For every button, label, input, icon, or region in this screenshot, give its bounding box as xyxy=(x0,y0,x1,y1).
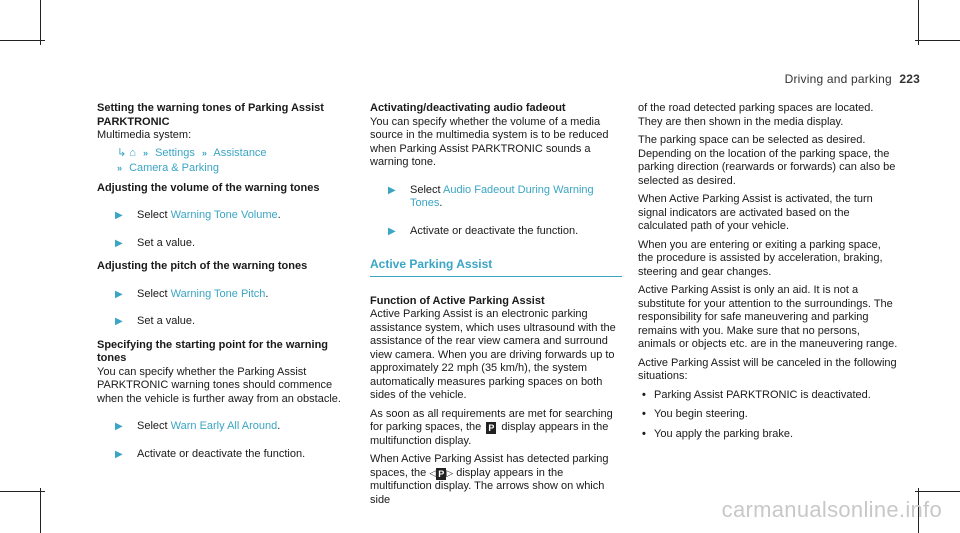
bullet-icon: • xyxy=(642,427,646,440)
bullet-icon: • xyxy=(642,408,646,420)
paragraph: As soon as all requirements are met for searching for parking spaces, the P display appears in the multifunction display. xyxy=(370,407,613,447)
column-2 xyxy=(370,102,622,512)
paragraph: of the road detected parking spaces are located. They are then shown in the media display. xyxy=(638,102,874,128)
page-header xyxy=(785,72,920,86)
paragraph: You can specify whether the volume of a media source in the multimedia system is to be reduced when Parking Assist PARKTRONIC sounds a warning tone. xyxy=(370,115,609,168)
step-arrow-icon: ▶ xyxy=(115,316,123,327)
crop-mark xyxy=(0,40,45,41)
menu-settings[interactable]: Settings xyxy=(155,146,195,159)
list-item: • Parking Assist PARKTRONIC is deactivated. xyxy=(642,388,871,401)
step: ▶ Select Audio Fadeout During Warning Tones. xyxy=(388,183,594,209)
paragraph: Active Parking Assist will be canceled in the following situations: xyxy=(638,356,897,382)
menu-warn-early[interactable]: Warn Early All Around xyxy=(170,420,278,432)
paragraph: When Active Parking Assist has detected parking spaces, the ◁ P ▷ display appears in the multifunction display. The arrows show on which side xyxy=(370,453,609,506)
parking-icon: P xyxy=(488,423,495,433)
paragraph: Active Parking Assist is only an aid. It is not a substitute for your attention to the surroundings. The responsibility for safe maneuvering and parking remains with you. Make sure that no persons, animals or objects etc. are in the maneuvering range. xyxy=(638,284,898,350)
menu-audio-fadeout[interactable]: Audio Fadeout During Warning Tones xyxy=(410,183,594,209)
step: ▶ Select Warning Tone Volume. xyxy=(115,209,281,221)
menu-warning-tone-volume[interactable]: Warning Tone Volume xyxy=(170,209,278,221)
menu-warning-tone-pitch[interactable]: Warning Tone Pitch xyxy=(170,287,266,300)
heading-audio-fadeout: Activating/deactivating audio fadeout xyxy=(370,102,566,114)
crop-mark xyxy=(40,0,41,45)
menu-path xyxy=(97,146,347,176)
step: ▶ Select Warning Tone Pitch. xyxy=(115,287,269,300)
heading-pitch: Adjusting the pitch of the warning tones xyxy=(97,260,308,272)
home-icon[interactable]: ⌂ xyxy=(129,146,136,159)
list-item: • You apply the parking brake. xyxy=(642,427,794,440)
parking-arrows-icon: ◁ xyxy=(429,467,437,478)
paragraph: Active Parking Assist is an electronic parking assistance system, which uses ultrasound with the assistance of the rear view camera and surround view camera. When you are driving forwards up to approximately 22 mph (35 km/h), the system automatically measures parking spaces on both sides of the vehicle. xyxy=(370,308,616,401)
parking-arrows-icon: ▷ xyxy=(446,467,454,478)
chevron-icon: » xyxy=(143,147,149,158)
heading-starting-point: Specifying the starting point for the warning tones xyxy=(97,338,329,364)
crop-mark xyxy=(918,0,919,45)
crop-mark xyxy=(915,40,960,41)
bullet-icon: • xyxy=(642,388,646,401)
heading-volume: Adjusting the volume of the warning tones xyxy=(97,181,320,194)
heading-function: Function of Active Parking Assist xyxy=(370,294,545,307)
crop-mark xyxy=(0,491,45,492)
step: ▶ Activate or deactivate the function. xyxy=(388,224,579,237)
turn-arrow-icon: ↳ xyxy=(117,146,127,159)
step-arrow-icon: ▶ xyxy=(115,421,123,432)
paragraph: The parking space can be selected as desired. Depending on the location of the parking space, the parking direction (rearwards or forwards) can also be selected as desired. xyxy=(638,134,896,187)
column-3 xyxy=(638,102,898,447)
list-item: • You begin steering. xyxy=(642,408,748,420)
step-arrow-icon: ▶ xyxy=(115,237,123,249)
page-number: 223 xyxy=(899,72,920,86)
step: ▶ Set a value. xyxy=(115,315,196,327)
section-heading: Active Parking Assist xyxy=(370,258,622,277)
watermark: carmanualsonline.info xyxy=(721,497,942,522)
heading-warning-tones: Setting the warning tones of Parking Assist PARKTRONIC xyxy=(97,102,324,128)
column-1 xyxy=(97,102,347,471)
step-arrow-icon: ▶ xyxy=(115,210,123,221)
paragraph: When you are entering or exiting a parking space, the procedure is assisted by acceleration, braking, steering and gear changes. xyxy=(638,238,883,278)
step-arrow-icon: ▶ xyxy=(115,288,123,300)
section-title: Driving and parking xyxy=(784,72,892,86)
step-arrow-icon: ▶ xyxy=(388,184,396,196)
menu-camera-parking[interactable]: Camera & Parking xyxy=(129,161,219,174)
paragraph: You can specify whether the Parking Assist PARKTRONIC warning tones should commence when the vehicle is further away from an obstacle. xyxy=(97,365,341,405)
crop-mark xyxy=(915,491,960,492)
crop-mark xyxy=(40,488,41,533)
step-arrow-icon: ▶ xyxy=(388,225,396,237)
menu-label: Multimedia system: xyxy=(97,129,192,141)
parking-icon: P xyxy=(438,468,445,479)
chevron-icon: » xyxy=(201,147,207,158)
paragraph: When Active Parking Assist is activated, the turn signal indicators are activated based on the calculated path of your vehicle. xyxy=(638,193,873,232)
menu-assistance[interactable]: Assistance xyxy=(213,146,267,159)
step-arrow-icon: ▶ xyxy=(115,448,123,460)
chevron-icon: » xyxy=(117,162,123,173)
step: ▶ Set a value. xyxy=(115,236,196,249)
step: ▶ Activate or deactivate the function. xyxy=(115,447,306,460)
step: ▶ Select Warn Early All Around. xyxy=(115,420,281,432)
